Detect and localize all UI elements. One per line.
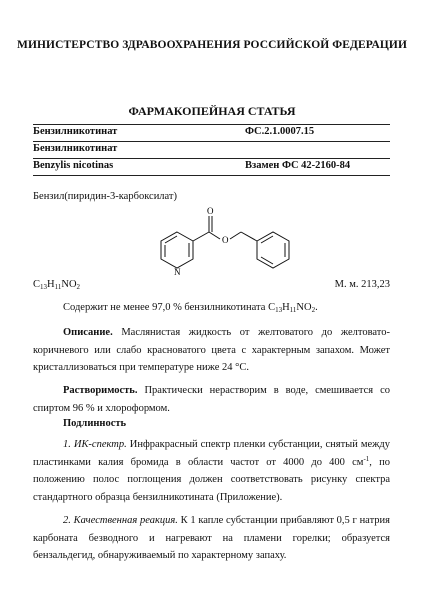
divider-4 xyxy=(33,175,390,176)
identity-heading: Подлинность xyxy=(63,418,127,429)
iupac-name: Бензил(пиридин-3-карбоксилат) xyxy=(33,191,178,202)
replaces-note: Взамен ФС 42-2160-84 xyxy=(245,160,351,171)
atom-label-o-ester: O xyxy=(222,235,229,245)
name-ru-secondary: Бензилникотинат xyxy=(33,143,118,154)
description-paragraph: Описание. Маслянистая жидкость от желтоватого до желтовато-коричневого или слабо красноватого цвета с характерным запахом. Может кристаллизоваться при температуре ниже 24 °С. xyxy=(33,327,390,373)
molar-mass: М. м. 213,23 xyxy=(334,279,390,290)
fs-number: ФС.2.1.0007.15 xyxy=(245,126,315,137)
structural-formula xyxy=(150,206,310,278)
ir-label: 1. ИК-спектр. xyxy=(63,439,127,450)
solubility-label: Растворимость. xyxy=(63,385,138,396)
name-latin: Benzylis nicotinas xyxy=(33,160,114,171)
ministry-heading: МИНИСТЕРСТВО ЗДРАВООХРАНЕНИЯ РОССИЙСКОЙ ФЕДЕРАЦИИ xyxy=(16,39,407,51)
divider-3 xyxy=(33,158,390,159)
divider-2 xyxy=(33,141,390,142)
atom-label-n: N xyxy=(174,267,181,277)
atom-label-o-carbonyl: O xyxy=(207,206,214,216)
solubility-paragraph: Растворимость. Практически нерастворим в воде, смешивается со спиртом 96 % и хлороформом. xyxy=(33,385,390,414)
qualitative-reaction-paragraph: 2. Качественная реакция. К 1 капле субстанции прибавляют 0,5 г натрия карбоната безводного и нагревают на пламени горелки; образуется бензальдегид, обнаруживаемый по характерному запаху. xyxy=(33,515,390,561)
divider-top xyxy=(33,124,390,125)
description-label: Описание. xyxy=(63,327,113,338)
content-statement: Содержит не менее 97,0 % бензилникотината $C_{13}H_{11}NO_2$. xyxy=(63,302,318,314)
molecular-formula: $C_{13}H_{11}NO_2$ xyxy=(33,279,81,291)
name-ru: Бензилникотинат xyxy=(33,126,118,137)
qualitative-reaction-label: 2. Качественная реакция. xyxy=(63,515,178,526)
ir-paragraph: 1. ИК-спектр. Инфракрасный спектр пленки субстанции, снятый между пластинками калия бромида в области частот от 4000 до 400 $см^{-1}$, по положению полос поглощения должен соответствовать рисунку спектра стандартного образца бензилникотината (Приложение). xyxy=(33,439,391,503)
article-title: ФАРМАКОПЕЙНАЯ СТАТЬЯ xyxy=(128,104,296,118)
